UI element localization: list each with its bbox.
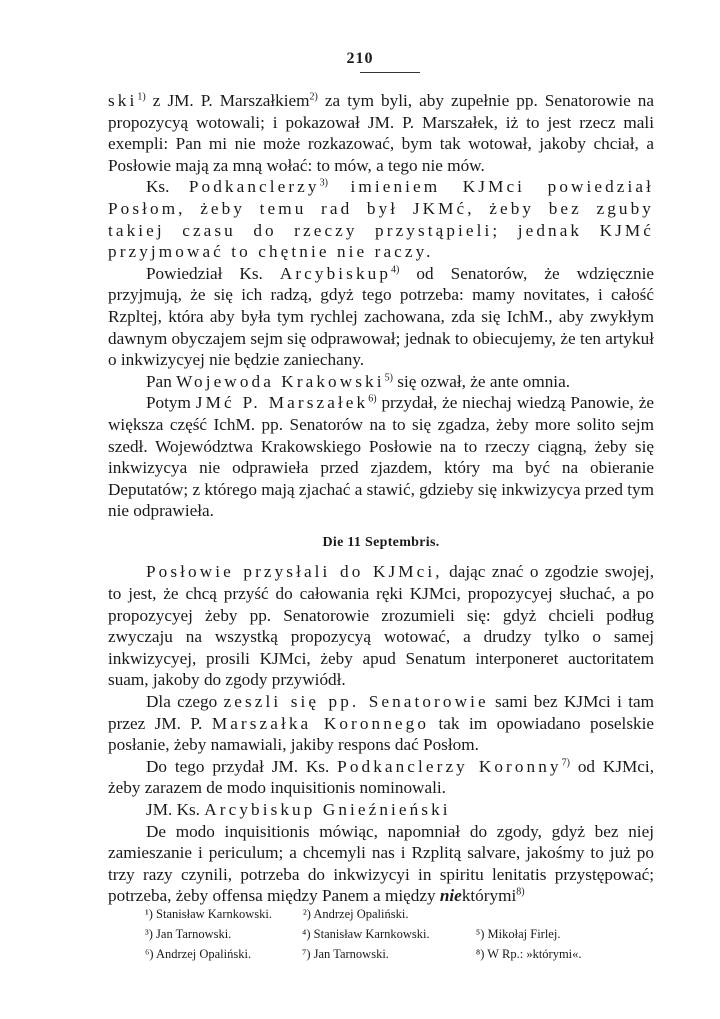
paragraph-6 [108,561,654,691]
paragraph-3 [108,263,654,371]
footnote-1: ¹) Stanisław Karnkowski. [145,907,272,921]
spaced-name: JMć P. Marszałek [195,393,369,413]
footnote-2: ²) Andrzej Opaliński. [303,907,409,921]
spaced-name: Wojewoda Krakowski [176,371,385,391]
text-span: od KJMci, żeby zarazem de modo inquisitionis nominowali. [108,756,654,798]
footnote-ref: 5) [384,371,393,383]
footnote-ref: 7) [561,757,570,769]
paragraph-10 [108,821,654,907]
text-span: przydał, że niechaj wiedzą Panowie, że większa część IchM. pp. Senatorów na to się zgadza, żeby more solito sejm szedł. Województwa Krakowskiego Posłowie na to rzeczy ciągną, żeby się inkwizycya nie odprawieła przed zjazdem, który ma być na obieranie Deputatów; z którego mają zjachać a stawić, gdzieby się inkwizycya przed tym nie odprawieła. [108,393,654,521]
text-span: sami bez KJMci i tam przez JM. P. [108,692,654,733]
footnote-ref: 4) [391,264,400,276]
spaced-name: Podkanclerzy [188,177,320,197]
spaced-name: Podkanclerzy Koronny [337,756,562,776]
paragraph-7 [108,691,654,756]
paragraph-9 [108,799,654,821]
footnote-5: ⁵) Mikołaj Firlej. [475,927,561,941]
page-number-rule [360,72,420,73]
text-span: Potym [146,393,196,413]
spaced-name: Arcybiskup Gnieźnieński [204,800,451,819]
text-span: JM. Ks. [146,800,205,819]
text-span: imieniem KJMci powiedział Posłom, żeby temu rad był JKMć, żeby bez zguby takiej czasu do rzeczy przystąpieli; jednak KJMć przyjmować to chętnie nie raczy. [108,177,654,262]
text-span: się ozwał, że ante omnia. [392,371,571,391]
section-heading: Die 11 Septembris. [322,534,440,550]
spaced-name: Posłowie przysłali do KJMci, [146,562,443,582]
text-span: ski [108,91,138,110]
paragraph-8 [108,756,654,799]
page-number: 210 [346,50,374,67]
footnote-4: ⁴) Stanisław Karnkowski. [302,927,430,941]
footnote-ref: 6) [368,393,377,405]
footnote-7: ⁷) Jan Tarnowski. [302,947,389,961]
text-span: Pan [146,371,177,391]
text-span: Dla czego [146,692,224,712]
footnote-6: ⁶) Andrzej Opaliński. [145,947,252,961]
footnotes [145,904,615,964]
text-span: z JM. P. Marszałkiem [145,91,310,110]
paragraph-4 [108,371,654,393]
footnote-row [145,944,615,964]
text-span: dając znać o zgodzie swojej, to jest, że chcą przyść do całowania ręki KJMci, propozycyej słuchać, a po propozycyej żeby pp. Senatorowie zrozumieli się: gdyż chcieli podług zwyczaju na wszystką propozycyą wotować, a drudzy tylko o samej inkwizycyej, prosili KJMci, żeby apud Senatum interponeret auctoritatem suam, jakoby do zgody przywiódł. [108,562,654,690]
text-span: za tym byli, aby zupełnie pp. Senatorowie na propozycyą wotowali; i pokazował JM. P. Marszałek, iż to jest rzecz mali exempli: Pan mi nie może rozkazować, bym tak wotował, jakoby chciał, a Posłowie mają za mną wołać: to mów, a tego nie mów. [108,91,655,175]
text-span: De modo inquisitionis mówiąc, napomniał do zgody, gdyż bez niej zamieszanie i periculum; a chcemyli nas i Rzplitą salvare, jakośmy to już po trzy razy czynili, potrzeba do inkwizycyi in spiritu lenitatis przystępować; potrzeba, żeby offensa między Panem a między [108,821,654,906]
text-span: od Senatorów, że wdzięcznie przyjmują, że się ich radzą, gdyż tego potrzeba: mamy novitates, i całość Rzpltej, która aby była tym rychlej zachowana, zda się IchM., aby zwykłym dawnym obyczajem sejm się odprawował; jednak to obiecujemy, że ten artykuł o inkwizycyej nie będzie zaniechany. [108,263,654,370]
spaced-name: Marszałka Koronnego [211,713,430,733]
text-span: tak im opowiadano poselskie posłanie, żeby namawiali, jakiby respons dać Posłom. [108,713,655,755]
paragraph-5 [108,392,654,522]
footnote-ref: 2) [309,91,318,103]
footnote-ref: 1) [137,91,146,103]
emphasized-text: nie [439,886,462,906]
spaced-name: zeszli się pp. Senatorowie [223,692,489,712]
text-span: Ks. [146,177,189,197]
paragraph-2 [108,176,654,262]
paragraph-1 [108,90,654,176]
text-span: Powiedział Ks. [146,263,280,283]
footnote-row [145,924,615,944]
footnote-ref: 3) [319,177,328,189]
spaced-name: Arcybiskup [279,263,392,283]
body-text [108,90,654,907]
footnote-3: ³) Jan Tarnowski. [145,927,232,941]
text-span: którymi [461,886,517,906]
footnote-ref: 8) [516,886,525,898]
footnote-row [145,904,615,924]
footnote-8: ⁸) W Rp.: »którymi«. [475,947,582,961]
text-span: Do tego przydał JM. Ks. [146,756,338,776]
